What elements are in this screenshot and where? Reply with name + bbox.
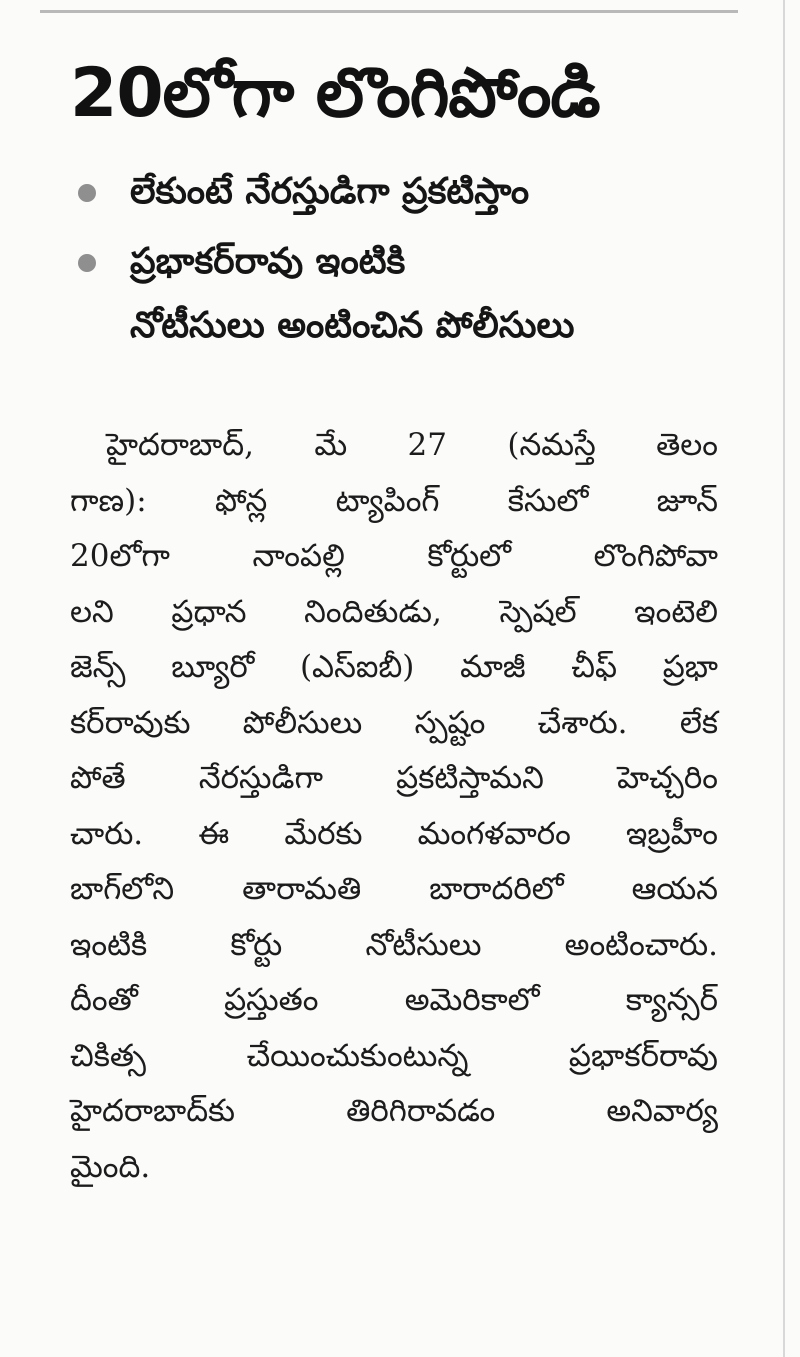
body-line: జెన్స్‌ బ్యూరో (ఎస్‌ఐబీ) మాజీ చీఫ్‌ ప్రభా — [70, 649, 718, 685]
headline: 20లోగా లొంగిపోండి — [70, 54, 600, 133]
body-line: దీంతో ప్రస్తుతం అమెరికాలో క్యాన్సర్‌ — [70, 982, 718, 1018]
body-line: 20లోగా నాంపల్లి కోర్టులో లొంగిపోవా — [70, 538, 718, 574]
body-line: లని ప్రధాన నిందితుడు, స్పెషల్‌ ఇంటెలి — [70, 593, 718, 630]
top-divider-rule — [40, 10, 738, 13]
bullet-dot-icon — [78, 184, 96, 202]
bullet-text: నోటీసులు అంటించిన పోలీసులు — [130, 305, 575, 346]
bullet-text: లేకుంటే నేరస్తుడిగా ప్రకటిస్తాం — [130, 171, 530, 212]
bullet-text: ప్రభాకర్‌రావు ఇంటికి — [130, 241, 406, 282]
body-line: బాగ్‌లోని తారామతి బారాదరిలో ఆయన — [70, 871, 718, 907]
article-body — [70, 418, 718, 1195]
body-line: కర్‌రావుకు పోలీసులు స్పష్టం చేశారు. లేక — [70, 704, 718, 741]
bullet-item — [70, 230, 770, 358]
body-line: చారు. ఈ మేరకు మంగళవారం ఇబ్రహీం — [70, 815, 718, 852]
body-line: హైదరాబాద్‌కు తిరిగిరావడం అనివార్య — [70, 1093, 718, 1129]
body-line: హైదరాబాద్‌, మే 27 (నమస్తే తెలం — [106, 427, 718, 463]
body-line: మైంది. — [70, 1148, 151, 1185]
column-edge-rule — [783, 0, 785, 1357]
body-line: పోతే నేరస్తుడిగా ప్రకటిస్తామని హెచ్చరిం — [70, 760, 718, 796]
body-line: చికిత్స చేయించుకుంటున్న ప్రభాకర్‌రావు — [70, 1037, 718, 1074]
bullet-dot-icon — [78, 254, 96, 272]
body-line: ఇంటికి కోర్టు నోటీసులు అంటించారు. — [70, 926, 718, 963]
bullet-item — [70, 160, 770, 224]
body-line: గాణ): ఫోన్ల ట్యాపింగ్‌ కేసులో జూన్‌ — [70, 482, 718, 519]
bullet-list — [70, 160, 770, 364]
